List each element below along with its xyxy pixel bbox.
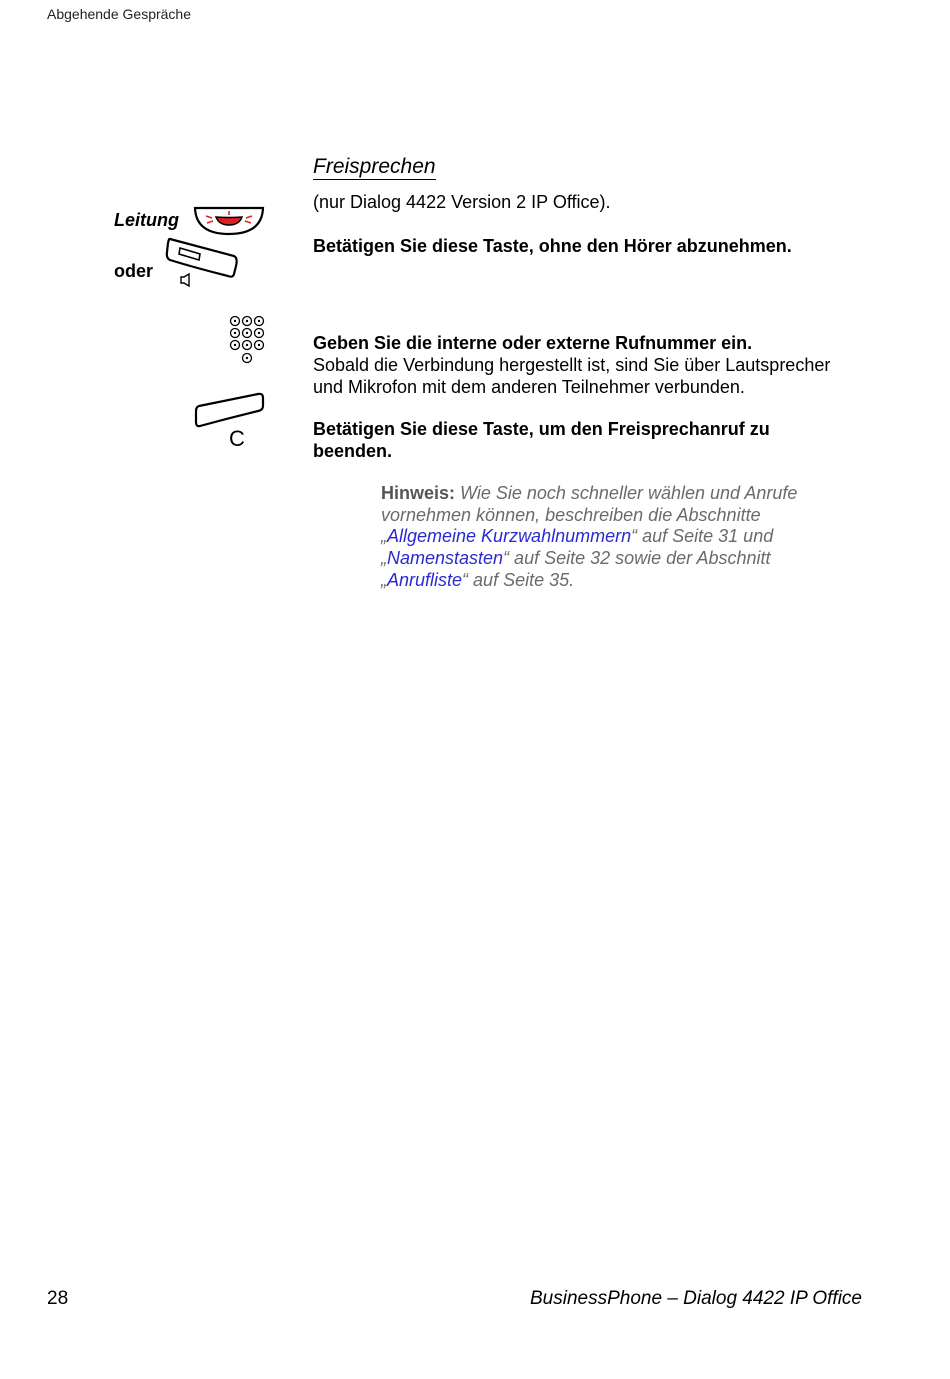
intro-text: (nur Dialog 4422 Version 2 IP Office).: [313, 192, 611, 212]
label-leitung: Leitung: [114, 210, 179, 230]
note-line3: [381, 526, 851, 548]
link-kurzwahlnummern[interactable]: Allgemeine Kurzwahlnummern: [387, 526, 632, 547]
note-text5: “ auf Seite 35.: [462, 569, 575, 590]
quote-open: „: [381, 569, 387, 590]
step2-bold: Geben Sie die interne oder externe Rufnummer ein.: [313, 333, 753, 353]
note-line5: [381, 570, 851, 592]
keypad-icon: [228, 314, 268, 366]
line-key-icon: [194, 206, 264, 236]
note-label: Hinweis:: [381, 483, 456, 503]
step3-line2: beenden.: [313, 441, 393, 461]
step2-line1: Sobald die Verbindung hergestellt ist, sind Sie über Lautsprecher: [313, 355, 831, 375]
step1-text: Betätigen Sie diese Taste, ohne den Hörer abzunehmen.: [313, 236, 792, 256]
step3-block: [313, 418, 873, 462]
quote-open: „: [381, 548, 387, 569]
section-title: Freisprechen: [313, 155, 436, 178]
note-text4: “ auf Seite 32 sowie der Abschnitt: [503, 548, 771, 569]
step3-line1: Betätigen Sie diese Taste, um den Freisprechanruf zu: [313, 419, 770, 439]
note-text3: “ auf Seite 31 und: [631, 526, 774, 547]
note-line4: [381, 548, 851, 570]
quote-open: „: [381, 526, 387, 547]
page-number: 28: [47, 1288, 69, 1309]
footer-doc-title: BusinessPhone – Dialog 4422 IP Office: [530, 1288, 862, 1309]
note-text2: vornehmen können, beschreiben die Abschnitte: [381, 504, 761, 525]
speaker-key-icon: [166, 236, 238, 284]
step2-line2: und Mikrofon mit dem anderen Teilnehmer verbunden.: [313, 377, 745, 397]
link-namenstasten[interactable]: Namenstasten: [387, 548, 504, 569]
running-header: Abgehende Gespräche: [47, 6, 191, 22]
link-anrufliste[interactable]: Anrufliste: [387, 569, 463, 590]
label-oder: oder: [114, 261, 154, 281]
speaker-icon: [180, 273, 194, 287]
note-block: [381, 483, 851, 592]
step2-block: [313, 332, 873, 398]
clear-key-label: C: [229, 426, 245, 451]
note-line1: [381, 483, 851, 505]
note-text1: Wie Sie noch schneller wählen und Anrufe: [455, 483, 798, 503]
